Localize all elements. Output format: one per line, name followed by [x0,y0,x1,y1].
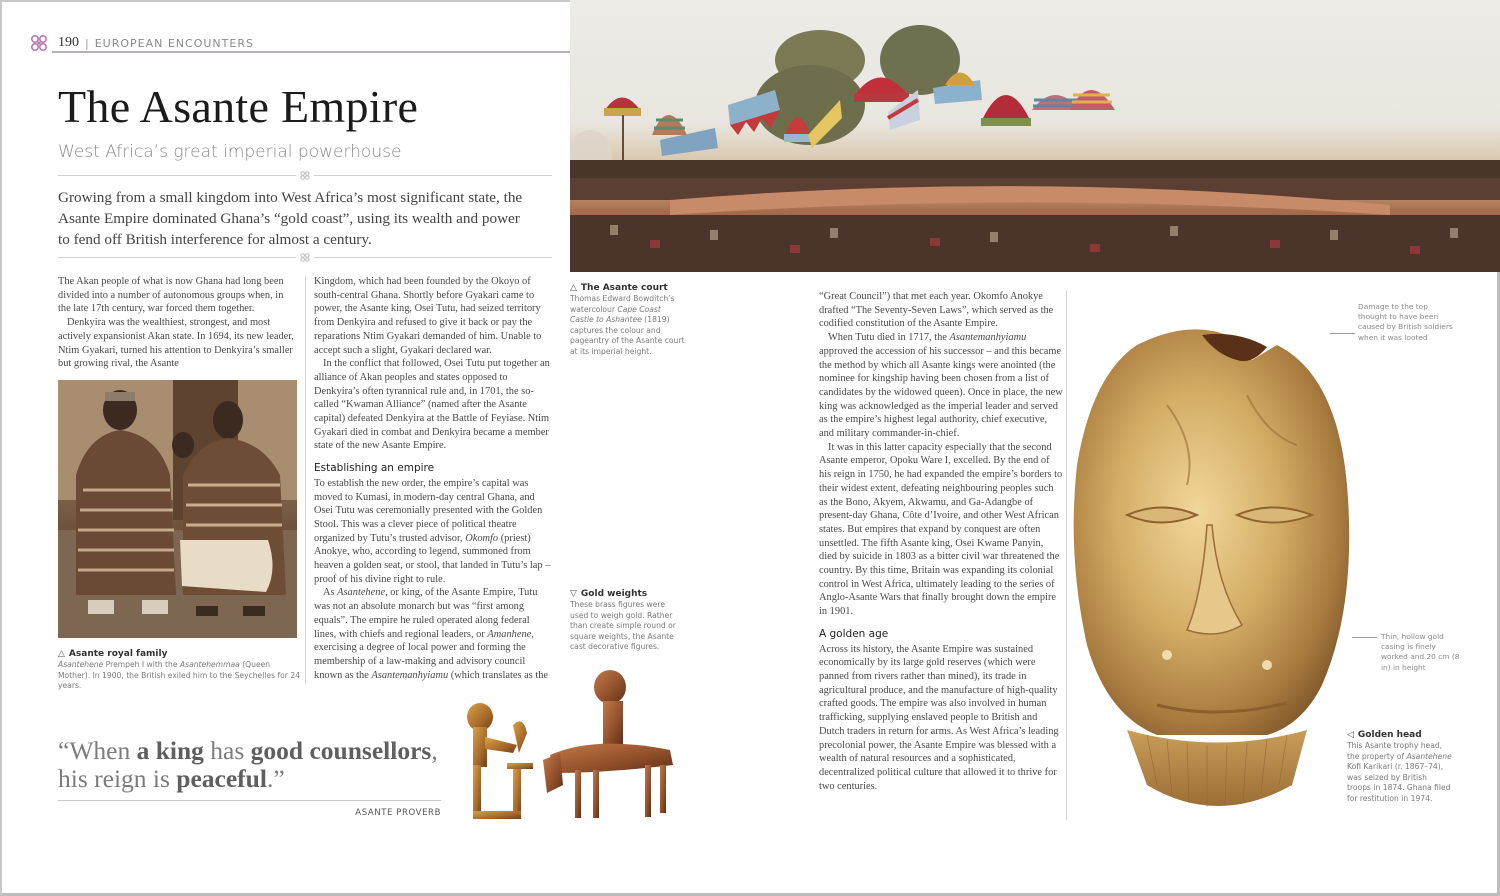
running-head-separator: | [85,36,89,50]
quote-attribution: ASANTE PROVERB [355,808,441,818]
caption-gold-weights: ▽ Gold weights These brass figures were used to weigh gold. Rather than create simple round or square weights, the Asante cast decorative figures. [570,589,676,652]
kente-knot-ornament-icon [30,34,48,52]
body-paragraph: As Asantehene, or king, of the Asante Empire, Tutu was not an absolute monarch but was “first among equals”. The empire he ruled operated along federal lines, with chiefs and regional leaders, or Amanhene, exercising a degree of local power and forming the membership of a law-making and advisory council known as the Asantemanhyiamu (which translates as the [314,587,549,681]
quote-rule [58,800,441,801]
section-name: EUROPEAN ENCOUNTERS [94,36,254,50]
body-column-1 [58,275,298,371]
body-paragraph: Across its history, the Asante Empire was sustained economically by its large gold reserves (which were panned from rivers rather than mined), its trade in agricultural produce, and the manufacture of high-quality crafted goods. The empire was also involved in human trafficking, supplying enslaved people to British and Dutch traders in return for arms. As West Africa’s leading precolonial power, the Asante Empire was blessed with a wealth of natural resources and a sophisticated, decentralized political culture that allowed it to thrive for two centuries. [819,643,1059,792]
annotation-casing: Thin, hollow gold casing is finely worked and 20 cm (8 in) in height [1381,632,1460,672]
caption-title: Asante royal family [68,649,168,659]
body-paragraph: The Akan people of what is now Ghana had long been divided into a number of autonomous groups when, in the late 17th century, war forced them together. [58,276,284,315]
annotation-leader-line [1352,637,1377,638]
intro-paragraph: Growing from a small kingdom into West Africa’s most significant state, the Asante Empire dominated Ghana’s “gold coast”, using its wealth and power to fend off British interference for almost a century. [58,189,523,248]
ornamental-divider-bottom [58,253,552,261]
golden-head-photo [1067,315,1357,827]
body-paragraph: Denkyira was the wealthiest, strongest, and most actively expansionist Akan state. In 1694, its new leader, Ntim Gyakari, turned his attention to Denkyira’s smaller but growing rival, the Asante [58,317,294,370]
page-title: The Asante Empire [58,81,419,132]
caption-golden-head: ◁ Golden head This Asante trophy head, the property of Asantehene Kofi Karikari (r. 1867–74), was seized by British troops in 1874. Ghana filed for restitution in 1974. [1347,730,1452,803]
annotation-damage: Damage to the top thought to have been caused by British soldiers when it was looted [1358,302,1453,342]
section-heading-golden-age: A golden age [819,627,889,640]
brass-figures-illustration [455,665,690,825]
ornamental-divider-top [58,171,552,179]
arrow-up-icon: △ [570,283,577,293]
arrow-left-icon: ◁ [1347,730,1354,740]
gold-trophy-head-illustration [1067,315,1357,827]
body-column-2 [314,275,554,682]
section-heading-establishing: Establishing an empire [314,462,435,475]
running-head-rule [52,51,570,53]
body-paragraph: In the conflict that followed, Osei Tutu put together an alliance of Akan peoples and states opposed to Denkyira’s often tyrannical rule and, in 1701, the so-called “Kwaman Alliance” (named after the Asante capital) defeated Denkyira at the Battle of Feyiase. Ntim Gyakari died in combat and Denkyira became a member state of the new Asante Empire. [314,358,550,452]
body-paragraph: “Great Council”) that met each year. Okomfo Anokye drafted “The Seventy-Seven Laws”, which served as the codified constitution of the Asante Empire. [819,291,1054,330]
arrow-up-icon: △ [58,649,65,659]
caption-royal-family: △ Asante royal family Asantehene Prempeh I with the Asantehemmaa (Queen Mother). In 1900, the British exiled him to the Seychelles for 24 years. [58,649,301,691]
divider-knot-icon [300,253,310,262]
asante-royal-family-photo [58,380,297,638]
pull-quote: “When a king has good counsellors, his reign is peaceful.” [58,736,438,793]
body-paragraph: When Tutu died in 1717, the Asantemanhyiamu approved the accession of his successor – and this became the method by which all Asante kings were anointed (the nominee for kingship having been chosen from a list of candidates by the widowed queen). Once in place, the new king was acknowledged as the imperial leader and served as the empire’s highest legal authority, chief executive, and military commander-in-chief. [819,332,1063,440]
annotation-leader-line [1330,333,1355,334]
caption-asante-court: △ The Asante court Thomas Edward Bowditch’s watercolour Cape Coast Castle to Ashantee (1819) captures the colour and pageantry of the Asante court at its imperial height. [570,283,685,356]
page-number: 190 [58,35,79,50]
divider-knot-icon [300,171,310,180]
gold-weights-photo [455,665,690,825]
running-head [30,33,254,53]
royal-family-illustration [58,380,297,638]
column-divider [305,276,306,684]
arrow-down-icon: ▽ [570,589,577,599]
body-paragraph: Kingdom, which had been founded by the Okoyo of south-central Ghana. Shortly before Gyakari came to power, the Asante king, Osei Tutu, had seized territory from Denkyira and refused to give it back or pay the reparations Ntim Gyakari demanded of him. Unable to accept such a slight, Gyakari declared war. [314,276,542,356]
caption-title: The Asante court [580,283,668,293]
body-column-3 [819,290,1063,793]
caption-title: Golden head [1357,730,1422,740]
court-procession-illustration [570,0,1500,272]
asante-court-watercolour [570,0,1500,272]
body-paragraph: It was in this latter capacity especially that the second Asante emperor, Opoku Ware I, excelled. By the end of his reign in 1750, he had expanded the empire’s borders to their widest extent, defeating neighbouring peoples such as the Bono, Akyem, Akwamu, and Ga-Adangbe of present-day Ghana, Côte d’Ivoire, and other West African states. But empires that expand by conquest are often unsettled. The fifth Asante king, Osei Kwame Panyin, died by suicide in 1803 as a bitter civil war threatened the country. By this time, Britain was expanding its colonial control in West Africa, ultimately leading to the series of Anglo-Asante Wars that finally brought down the empire in 1901. [819,441,1063,618]
page-subtitle: West Africa’s great imperial powerhouse [58,142,402,162]
body-paragraph: To establish the new order, the empire’s capital was moved to Kumasi, in modern-day central Ghana, and Osei Tutu was ceremonially presented with the Golden Stool. This was a clever piece of political theatre organized by Tutu’s trusted advisor, Okomfo (priest) Anokye, who, according to legend, summoned from heaven a golden seat, or stool, that landed in Tutu’s lap – proof of his divine right to rule. [314,477,551,585]
caption-title: Gold weights [580,589,648,599]
